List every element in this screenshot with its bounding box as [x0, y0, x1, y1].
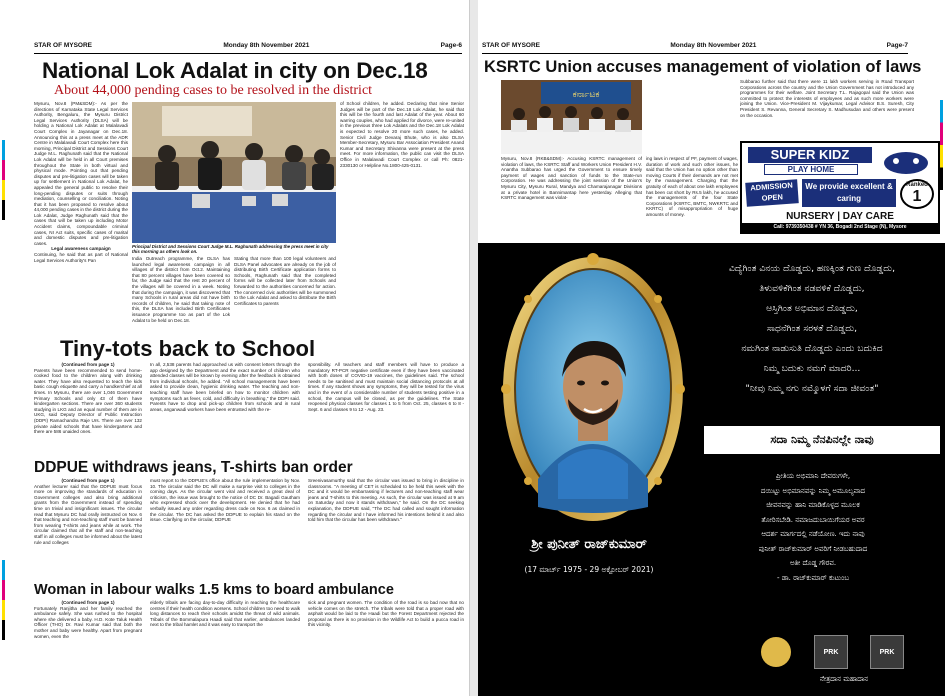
- woman-col-1: [34, 600, 142, 670]
- color-registration-bar: [2, 560, 5, 640]
- message-line: ದಯಿಟ್ಟು ಅಭಿಮಾನವನ್ನು ನಿಮ್ಮ ಅಮೂಲ್ಯವಾದ: [760, 486, 866, 495]
- page-folio: [34, 42, 462, 54]
- ddpue-col-2: must report to the DDPUE's office about the rule implementation by Nov. 10. The circular said the DC will make a surprise visit to colleges in the coming days. As the circular went viral and received a great deal of criticism, the issue was brought to the notice of DC Dr. Bagadi Gautham who expressed shock over the development. He denied that he had verbally issued any order regarding dress code on Nov. 6 as claimed in the circular. The DC has asked the DDPUE to explain his stand on the issue. Clarifying on the circular, DDPUE: [150, 478, 300, 523]
- ad-admission: ADMISSION: [750, 180, 794, 193]
- family-message: [684, 469, 942, 585]
- ddpue-col-3: Sreenivasamurthy said that the circular was issued to bring in discipline in classrooms. "A meeting of CET is scheduled to be held this week with the DC and it would be embarrassing if lecturers and non-teaching staff wear jeans and T-shirts to this meeting. As such, the circular was issued at 9 am on Saturday and now it stands withdrawn," he said. On the DC seeking explanation, the DDPUE said, "The DC had called and sought information regarding the circular and I have informed his intentions behind it and also told him that the circular has been withdrawn.": [308, 478, 464, 523]
- article-text: Mysuru, Nov.8 (PM&SDM):- As per the directions of Karnataka State Legal Services Authority, Bengaluru, the Mysuru District Legal Services Authority (DLSA) will be holding a National Lok Adalat at Malalavadi Court Complex in Jayanagar on Dec.18. Announcing this at a press meet at the ADR Centre in Malalavadi Court Complex here this morning, Principal District and Sessions Court Judge M.L. Raghunath said that the National Lok Adalat will be held in all Court premises throughout the State in both virtual and physical mode. Pointing out that pending disputes and pre-litigation cases will be taken up for settlement in National Lok Adalat, he appealed the general public to resolve their long-pending disputes or suits through mediation, counselling or conciliation. Noting that it has been proposed to resolve about 44,000 pending cases in the district during the Lok Adalat, Judge Raghunath said that the cases that will be taken up including Motor Accident claims, compoundable criminal cases, NI Act suits, specific cases of marital and domestic disputes and pre-litigation cases.: [34, 101, 128, 246]
- tiny-tots-col-3: sponsibility. All teachers and staff members will have to produce a mandatory RT-PCR negative certificate even if they have been vaccinated with both doses of COVID-19 vaccines, the guidelines said. The school needs to be sanitised and must maintain social distancing protocols at all times. If any student shows any symptoms, they will be tested for the virus and in the event of a considerable number of students testing positive in a school, the campus will be closed, as per the guidelines. The State reopened physical classes for classes 1 to 5 from Oct. 25, classes 6 to 8 - Sept. 6 and classes 9 to 12 - Aug. 23.: [308, 362, 464, 412]
- puneeth-tribute-ad: [478, 243, 945, 696]
- continued-note: (Continued from page 1): [61, 600, 115, 605]
- tribute-dates: (17 ಮಾರ್ಚ್ 1975 - 29 ಅಕ್ಟೋಬರ್ 2021): [524, 565, 654, 574]
- ad-services: NURSERY | DAY CARE: [786, 211, 894, 222]
- press-meet-photo: [132, 102, 336, 243]
- verse-line: ವಿದ್ಯೆಗಿಂತ ವಿನಯ ದೊಡ್ಡದು, ಹಣಕ್ಕಿಂತ ಗುಣ ದೊಡ್ಡದು,: [728, 263, 895, 274]
- article-text: Parents have been recommended to send home-cooked food to the children along with drinking water. They have also requested to teach the kids basic cough etiquette and carry a handkerchief at all times. In Mysuru, there are over 1,046 Government Primary Schools and only 43 of them have kindergarten sections. There are over 360 students studying in LKG and an equal number of them are in UKG, said Deputy Director of Public Instruction (DDPI) Ramachandra Raje Urs. There are over 132 private aided schools that have kindergartens and there are 586 unaided ones.: [34, 367, 142, 435]
- folio-date: Monday 8th November 2021: [223, 42, 310, 49]
- message-line: ಪುನೀತ್ ರಾಜ್‌ಕುಮಾರ್ ಅವರಿಗೆ ನೀಡಬಹುದಾದ: [758, 544, 868, 553]
- message-line: ಆದರ್ಶ ಮಾರ್ಗದಲ್ಲಿ ನಡೆಯೋಣ. ಇದು ನಾವು: [761, 530, 865, 538]
- tiny-tots-col-1: [34, 362, 142, 452]
- verse-line: "ನೀವು ನಿಮ್ಮ ನಗು ನಮ್ಮೊಳಗೆ ಸದಾ ಜೀವಂತ": [745, 383, 879, 394]
- continued-note: (Continued from page 1): [61, 362, 115, 367]
- ksrtc-col-1: Mysuru, Nov.8 (RKB&SDM):- Accusing KSRTC management of violation of laws, the KSRTC Staff and Workers Union President H.V. Anantha Subbarao has urged the Government to ensure timely payment of wages and sanction of funds to the State-run Corporation. He was addressing the joint session of the Union's Mysuru City, Mysuru Rural, Mandya and Chamarajanagar Divisions at a private hotel in Bannimantap here yesterday. Alleging that KSRTC management was violat-: [501, 156, 642, 201]
- union-meeting-photo-svg: [501, 80, 642, 154]
- ddpue-headline: DDPUE withdraws jeans, T-shirts ban order: [34, 459, 353, 476]
- lok-adalat-subhead: About 44,000 pending cases to be resolved in the district: [54, 83, 373, 98]
- ad-rank-number: 1: [912, 188, 922, 205]
- ksrtc-headline: KSRTC Union accuses management of violation of laws: [484, 58, 922, 76]
- lok-adalat-col-2: India Outreach programme, the DLSA has launched legal awareness campaign in all villages of the district from Oct.2. Maintaining that 80 percent villages have been covered so far, the Judge said that the rest 20 percent of the villages will be covered in a week. Noting that during the campaign, it was discovered that many Schools in rural areas did not have birth records of children, he said that taking note of this, the DLSA has included Birth Certificates issuance programme too as part of the Lok Adalat to be held on Dec.18.: [132, 256, 230, 323]
- page-folio: [482, 42, 908, 54]
- woman-headline: Woman in labour walks 1.5 kms to board ambulance: [34, 582, 394, 598]
- ksrtc-col-3: Subbarao further said that there were 11 lakh workers serving in Road Transport Corporations across the country and the Union Government has not introduced any programmes for their welfare. Joint Secretary T.L. Rajagopal said the Union was committed to protect the interests of employees and as such more workers were joining the Union. Vice-President M. Vijaykumar, Legal Advisor B.S. Suresh, City President S. Revanna, General Secretary S. Madhusudan and others were present on the occasion.: [740, 79, 914, 118]
- lok-adalat-col-4: Stating that more than 100 legal volunteers and DLSA Panel advocates are already on the job of distributing Birth Certificate application forms to Schools, Raghunath said that the completed forms will be collected later from Schools and forwarded to the authorities concerned for action. The concerned civic authorities will be summoned to the Lok Adalat and asked to distribute the Birth Certificates to parents: [234, 256, 336, 306]
- article-text: Fortunately Ranjitha and her family reached the ambulance safely. She was rushed to the hospital where she delivered a baby. H.D. Kote Taluk Health Officer (THO) Dr. Ravi Kumar said that both the mother and baby were healthy. Apart from pregnant women, even the: [34, 605, 142, 639]
- page-gutter: [470, 0, 478, 696]
- continued-note: (Continued from page 1): [61, 478, 115, 483]
- left-page: [0, 0, 470, 696]
- message-line: - ಡಾ. ರಾಜ್‌ಕುಮಾರ್ ಕುಟುಂಬ: [777, 573, 849, 582]
- folio-date: Monday 8th November 2021: [670, 42, 757, 49]
- message-line: ಜೀವನವನ್ನು ಹಾನಿ ಮಾಡಿಕೊಳ್ಳದ ಮೂಲಕ: [766, 501, 860, 509]
- verse-line: ಆಸ್ತಿಗಿಂತ ಅಭಿಮಾನ ದೊಡ್ಡದು,: [766, 303, 858, 314]
- ad-ranked: Ranked: [906, 182, 928, 188]
- banner-text: ಕರ್ನಾಟಕ: [572, 90, 600, 100]
- remember-banner: ಸದಾ ನಿಮ್ಮ ನೆನಪಿನಲ್ಲೇ ನಾವು: [704, 426, 940, 454]
- ad-mascot-icon: [882, 147, 930, 175]
- woman-col-2: elderly tribals are facing day-to-day difficulty in reaching the healthcare centres if their health condition worsens. School children too need to walk long distances to reach their schools amidst the threat of wild animals. Tribals of the Bommalapura Haadi said that earlier, ambulances landed next to the tribal hamlet and it was easy to transport the: [150, 600, 300, 628]
- article-text: Continuing, he said that as part of National Legal Services Authority's Pan: [34, 252, 128, 263]
- woman-col-3: sick and pregnant women. The condition of the road is so bad now that no vehicle comes on the stretch. The tribals were told that a proper road with asphalt would be laid to the Haadi but the Forest Department rejected the proposal as there is no provision in the Wildlife Act to build a pucca road in this vicinity.: [308, 600, 464, 628]
- press-meet-photo-svg: [132, 102, 336, 243]
- color-registration-bar: [2, 140, 5, 220]
- tribute-verse: [683, 259, 941, 399]
- ksrtc-col-2: ing laws in respect of PF, payment of wages, duration of work and such other issues, he said that the Union has no option other than moving Courts if their demands are not met by the management. Charging that the gratuity of each of about one lakh employees has been cut short by Rs.5 lakh, he accused the managements of the four State Corporations (KSRTC, BMTC, NWKRTC and KKRTC) of misappropriation of huge amounts of money.: [646, 156, 738, 217]
- portrait-frame: [498, 249, 688, 529]
- ad-tagline: PLAY HOME: [764, 164, 858, 175]
- masthead: STAR OF MYSORE: [34, 42, 93, 49]
- tiny-tots-col-2: In all, 2,538 parents had approached us with consent letters through the app designed by the Department and the exact number of children who attended classes will be known by evening after the feedback is obtained from individual schools, he added. "All school managements have been asked to provide clean, hygienic drinking water. The teaching and non-teaching staff have been briefed on how to monitor children with symptoms such as fever, cold, and difficulty in breathing," the DDPI said. Parents have to drop and pick-up children from schools and in rural areas, anganwadi workers have been entrusted with the re-: [150, 362, 300, 412]
- ad-admission-badge: [745, 179, 799, 207]
- page-number: Page-6: [440, 42, 462, 49]
- prk-logo: PRK: [814, 635, 848, 669]
- message-line: ಪ್ರೀತಿಯ ಅಭಿಮಾನಿ ದೇವರುಗಳೇ,: [775, 472, 851, 480]
- ad-provide: We provide excellent & caring: [802, 179, 896, 207]
- lok-adalat-headline: National Lok Adalat in city on Dec.18: [42, 58, 428, 83]
- lotus-icon: [761, 637, 791, 667]
- color-registration-bar: [940, 100, 943, 190]
- ad-open: OPEN: [761, 192, 784, 203]
- super-kidz-ad: [740, 141, 940, 234]
- portrait-svg: [498, 249, 688, 529]
- eye-donation-text: ನೇತ್ರದಾನ ಮಹಾದಾನ: [819, 675, 869, 683]
- article-text: Another lecturer said that the DDPUE must focus more on improving the standards of education in Government colleges and also bring additional grants from the Government instead of spending time on trivial and insignificant issues. The circular read that Mysuru DC had orally instructed on Nov. 6 that teaching and non-teaching staff must be banned from wearing T-shirts and jeans while at work. The circular claimed that all the staff and non-teaching staff in all colleges must be informed about the latest rule and colleges: [34, 483, 142, 545]
- ad-mascot-svg: [882, 147, 930, 175]
- union-meeting-photo: [501, 80, 642, 154]
- prk-logo: PRK: [870, 635, 904, 669]
- page-number: Page-7: [886, 42, 908, 49]
- verse-line: ಸಾಧನೆಗಿಂತ ಸರಳತೆ ದೊಡ್ಡದು,: [766, 323, 858, 334]
- message-line: ತೋರಿಸಬೇಡಿ. ನಮಾಜದುಬಾಯಿಗೆಯರ ಅವರ: [761, 515, 865, 524]
- article-subhead: Legal awareness campaign: [51, 246, 111, 252]
- photo-caption: Principal District and Sessions Court Judge M.L. Raghunath addressing the press meet in city this morning as others look on.: [132, 244, 329, 255]
- verse-line: ನಿಮ್ಮ ಬದುಕು ನಮಗೆ ಮಾದರಿ...: [763, 363, 861, 374]
- ad-brand: SUPER KIDZ: [748, 147, 872, 163]
- lok-adalat-col-3: of School children, he added. Declaring that nine Senior Judges will be part of the Dec.18 Lok Adalat, he said that this will be the fourth and last Adalat of the year. About 60 warring couples, who had applied for divorce, were re-united in the previous three Lok Adalats and the Dec.18 Lok Adalat is expected to resolve 20 more such cases, he added. Senior Civil Judge Devaraj Bhute, who is also DLSA Member-Secretary, Mysuru Bar Association President Anand Kumar and Secretary Shivanna were present at the press meet. For more information, the public can visit the DLSA Office in Malalavadi Court Complex or call Ph: 0821-2330130 or Helpline No.1800-425-0131.: [340, 101, 464, 168]
- message-line: ಅತೀ ದೊಡ್ಡ ಗೌರವ.: [789, 559, 837, 567]
- verse-line: ನಮಗಿಂತ ನಾಡುಸುತಿ ದೊಡ್ಡದು ಎಂದು ಬದುಕಿದ: [741, 343, 883, 354]
- ad-contact: Call: 9739350438 # YN 36, Bogadi 2nd Stage (N), Mysore: [742, 223, 938, 232]
- ddpue-col-1: [34, 478, 142, 574]
- lok-adalat-col-1: [34, 101, 128, 333]
- tiny-tots-headline: Tiny-tots back to School: [60, 336, 316, 361]
- tribute-name: ಶ್ರೀ ಪುನೀತ್ ರಾಜ್‌ಕುಮಾರ್: [531, 537, 647, 552]
- masthead: STAR OF MYSORE: [482, 42, 541, 49]
- ad-rank-badge: [900, 179, 934, 209]
- verse-line: ತಿಳುವಳಿಕೆಗಿಂತ ನಡವಳಿಕೆ ದೊಡ್ಡದು,: [759, 283, 865, 294]
